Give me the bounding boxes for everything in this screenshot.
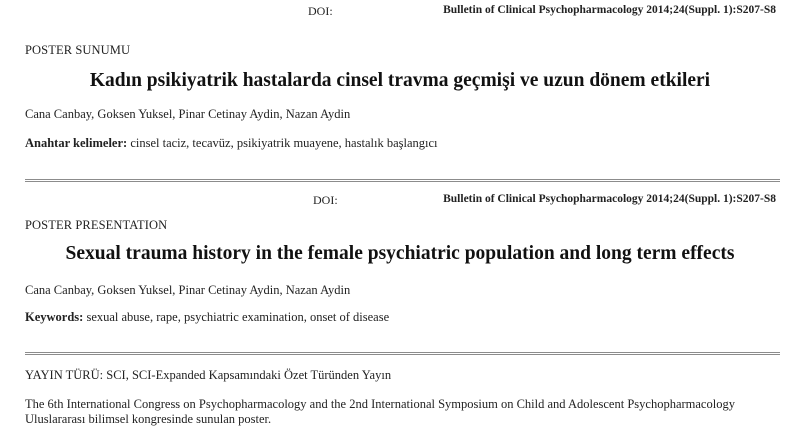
section-divider-2 <box>25 352 780 355</box>
doi-label-en: DOI: <box>313 193 338 207</box>
section-divider-1 <box>25 179 780 182</box>
authors-tr: Cana Canbay, Goksen Yuksel, Pinar Cetinay Aydin, Nazan Aydin <box>25 107 351 121</box>
journal-citation-en: Bulletin of Clinical Psychopharmacology 2014;24(Suppl. 1):S207-S8 <box>443 193 776 205</box>
article-title-tr: Kadın psikiyatrik hastalarda cinsel travma geçmişi ve uzun dönem etkileri <box>89 70 711 91</box>
article-title-en: Sexual trauma history in the female psychiatric population and long term effects <box>65 243 735 264</box>
authors-en: Cana Canbay, Goksen Yuksel, Pinar Cetinay Aydin, Nazan Aydin <box>25 283 351 297</box>
presentation-type-tr: POSTER SUNUMU <box>25 43 131 57</box>
keywords-tr <box>25 136 438 151</box>
keywords-en <box>25 310 389 325</box>
doi-label-tr: DOI: <box>308 4 333 18</box>
congress-line-1: The 6th International Congress on Psychopharmacology and the 2nd International Symposium on Child and Adolescent Psychopharmacology <box>25 397 735 411</box>
presentation-type-en: POSTER PRESENTATION <box>25 218 168 232</box>
journal-citation-tr: Bulletin of Clinical Psychopharmacology 2014;24(Suppl. 1):S207-S8 <box>443 4 776 16</box>
keywords-label-tr: Anahtar kelimeler: <box>25 136 128 150</box>
keywords-label-en: Keywords: <box>25 310 84 324</box>
publication-type: YAYIN TÜRÜ: SCI, SCI-Expanded Kapsamındaki Özet Türünden Yayın <box>25 368 392 382</box>
keywords-text-tr: cinsel taciz, tecavüz, psikiyatrik muayene, hastalık başlangıcı <box>130 136 438 150</box>
keywords-text-en: sexual abuse, rape, psychiatric examination, onset of disease <box>86 310 390 324</box>
congress-line-2: Uluslararası bilimsel kongresinde sunulan poster. <box>25 412 272 426</box>
